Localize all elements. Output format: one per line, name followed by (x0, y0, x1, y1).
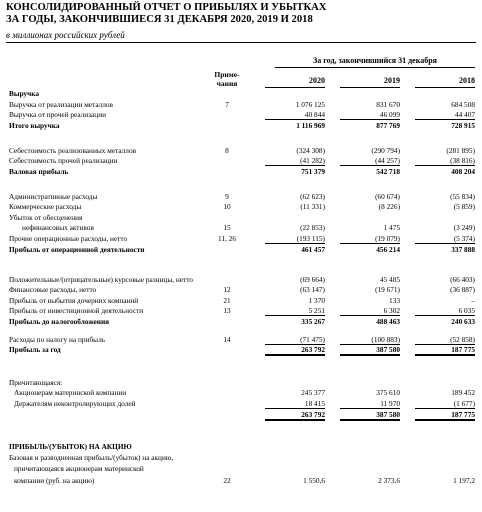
row-label: компании (руб. на акцию) (14, 476, 95, 485)
value-2018: (5 374) (415, 234, 475, 244)
row-label: Причитающаяся: (9, 378, 63, 387)
row-label: Расходы по налогу на прибыль (9, 335, 106, 344)
value-2020: 5 251 (265, 306, 325, 316)
value-2020: (41 282) (265, 156, 325, 166)
row-note: 22 (223, 476, 231, 485)
year-2018-header: 2018 (459, 76, 475, 85)
row-note: 14 (223, 335, 231, 344)
row-label: Выручка (9, 89, 40, 98)
row-label: Себестоимость реализованных металлов (9, 146, 137, 155)
value-2019: 1 475 (383, 223, 400, 232)
table-row (0, 110, 482, 120)
value-2018: (38 816) (415, 156, 475, 166)
table-row (0, 335, 482, 345)
value-2020: 1 116 969 (296, 121, 325, 130)
table-row (0, 464, 482, 474)
period-header: За год, закончившийся 31 декабря (313, 56, 437, 65)
value-2019: 375 610 (376, 388, 400, 397)
table-row (0, 388, 482, 398)
value-2018: 189 452 (451, 388, 475, 397)
value-2018: 728 915 (451, 121, 475, 130)
value-2020: (63 147) (300, 285, 325, 294)
value-2020: 40 844 (265, 110, 325, 120)
value-2019: (100 883) (340, 335, 400, 345)
value-2020: (193 115) (265, 234, 325, 244)
table-row (0, 100, 482, 110)
row-label: нефинансовых активов (22, 223, 94, 232)
row-label: Прочие операционные расходы, нетто (9, 234, 128, 243)
table-row (0, 89, 482, 99)
table-row (0, 167, 482, 177)
value-2018: (55 834) (450, 192, 475, 201)
value-2020: (324 308) (296, 146, 325, 155)
value-2019: 831 670 (376, 100, 400, 109)
value-2018: 337 888 (451, 245, 475, 254)
notes-header-text: Приме- чания (214, 70, 240, 88)
value-2018: 240 633 (451, 317, 475, 326)
table-row (0, 192, 482, 202)
header-divider (6, 42, 476, 43)
value-2019: 11 970 (340, 399, 400, 409)
value-2019: 877 769 (376, 121, 400, 130)
year-2020-header: 2020 (309, 76, 325, 85)
row-label: Прибыль за год (9, 345, 61, 354)
row-label: Прибыль от выбытия дочерних компаний (9, 296, 139, 305)
value-2020: 1 370 (308, 296, 325, 305)
value-2020: (22 853) (300, 223, 325, 232)
value-2018: 6 035 (415, 306, 475, 316)
row-label: Базовая и разводненная прибыль/(убыток) на акцию, (9, 453, 174, 462)
value-2018: (66 403) (450, 275, 475, 284)
row-note: 13 (223, 306, 231, 315)
report-title-line-1: КОНСОЛИДИРОВАННЫЙ ОТЧЕТ О ПРИБЫЛЯХ И УБЫТКАХ (6, 2, 327, 13)
table-row (0, 317, 482, 327)
table-row (0, 223, 482, 233)
value-2020: 1 076 125 (295, 100, 325, 109)
row-label: причитающаяся акционерам материнской (14, 464, 144, 473)
row-note: 8 (225, 146, 229, 155)
row-label: Прибыль от инвестиционной деятельности (9, 306, 144, 315)
value-2020: (62 623) (300, 192, 325, 201)
table-row (0, 345, 482, 355)
row-label: Прибыль до налогообложения (9, 317, 110, 326)
table-row (0, 296, 482, 306)
table-row (0, 234, 482, 244)
table-row (0, 453, 482, 463)
notes-column-header (206, 71, 248, 88)
row-note: 21 (223, 296, 231, 305)
value-2018: (3 249) (453, 223, 475, 232)
period-divider (275, 67, 475, 68)
table-row (0, 378, 482, 388)
row-label: Коммерческие расходы (9, 202, 82, 211)
row-note: 7 (225, 100, 229, 109)
row-label: Прибыль от операционной деятельности (9, 245, 145, 254)
row-label: ПРИБЫЛЬ/(УБЫТОК) НА АКЦИЮ (9, 442, 132, 451)
value-2018: 187 775 (415, 410, 475, 421)
value-2018: 408 204 (451, 167, 475, 176)
value-2020: (11 331) (300, 202, 325, 211)
table-row (0, 146, 482, 156)
row-label: Убыток от обесценения (9, 213, 83, 222)
table-row (0, 121, 482, 131)
value-2020: 263 792 (265, 410, 325, 421)
value-2019: 6 302 (340, 306, 400, 316)
row-note: 11, 26 (218, 234, 236, 243)
table-row (0, 399, 482, 409)
value-2019: 2 373,6 (378, 476, 400, 485)
row-label: Валовая прибыль (9, 167, 69, 176)
value-2019: (290 794) (371, 146, 400, 155)
value-2020: (69 664) (300, 275, 325, 284)
value-2020: 1 550,6 (303, 476, 325, 485)
table-row (0, 306, 482, 316)
year-2019-header: 2019 (384, 76, 400, 85)
value-2019: 46 099 (340, 110, 400, 120)
row-label: Итого выручка (9, 121, 60, 130)
value-2020: 335 267 (301, 317, 325, 326)
table-row (0, 285, 482, 295)
row-note: 10 (223, 202, 231, 211)
value-2020: 18 415 (265, 399, 325, 409)
value-2018: – (471, 296, 475, 305)
table-row (0, 275, 482, 285)
value-2019: 542 718 (376, 167, 400, 176)
value-2019: (19 079) (340, 234, 400, 244)
table-row (0, 442, 482, 452)
table-row (0, 476, 482, 486)
value-2019: 45 485 (379, 275, 400, 284)
value-2019: 387 580 (340, 410, 400, 421)
value-2018: 44 407 (415, 110, 475, 120)
table-row (0, 213, 482, 223)
table-row (0, 410, 482, 420)
value-2019: (44 257) (340, 156, 400, 166)
row-label: Выручка от прочей реализации (9, 110, 107, 119)
value-2019: (60 674) (375, 192, 400, 201)
value-2018: (5 859) (453, 202, 475, 211)
row-note: 9 (225, 192, 229, 201)
value-2018: (281 895) (446, 146, 475, 155)
value-2018: 187 775 (415, 345, 475, 356)
value-2019: (8 226) (378, 202, 400, 211)
value-2019: 387 580 (340, 345, 400, 356)
value-2019: 488 463 (376, 317, 400, 326)
row-note: 12 (223, 285, 231, 294)
report-title-line-2: ЗА ГОДЫ, ЗАКОНЧИВШИЕСЯ 31 ДЕКАБРЯ 2020, 2019 И 2018 (6, 14, 313, 25)
value-2019: 456 214 (376, 245, 400, 254)
row-label: Финансовые расходы, нетто (9, 285, 97, 294)
value-2018: (36 887) (450, 285, 475, 294)
table-row (0, 245, 482, 255)
table-row (0, 202, 482, 212)
table-row (0, 156, 482, 166)
row-label: Административные расходы (9, 192, 98, 201)
value-2018: (52 858) (415, 335, 475, 345)
report-subtitle: в миллионах российских рублей (6, 30, 125, 40)
value-2018: 684 508 (451, 100, 475, 109)
row-label: Акционерам материнской компании (14, 388, 127, 397)
value-2020: 263 792 (265, 345, 325, 356)
value-2018: 1 197,2 (453, 476, 475, 485)
value-2018: (1 677) (415, 399, 475, 409)
row-label: Держателям неконтролирующих долей (14, 399, 136, 408)
row-note: 15 (223, 223, 231, 232)
row-label: Положительные/(отрицательные) курсовые разницы, нетто (9, 275, 193, 284)
value-2020: (71 475) (265, 335, 325, 345)
row-label: Выручка от реализации металлов (9, 100, 114, 109)
year-2019-divider (340, 87, 400, 88)
year-2020-divider (265, 87, 325, 88)
row-label: Себестоимость прочей реализации (9, 156, 118, 165)
value-2019: (19 671) (375, 285, 400, 294)
value-2019: 133 (389, 296, 400, 305)
value-2020: 751 379 (301, 167, 325, 176)
year-2018-divider (415, 87, 475, 88)
value-2020: 245 377 (301, 388, 325, 397)
value-2020: 461 457 (301, 245, 325, 254)
